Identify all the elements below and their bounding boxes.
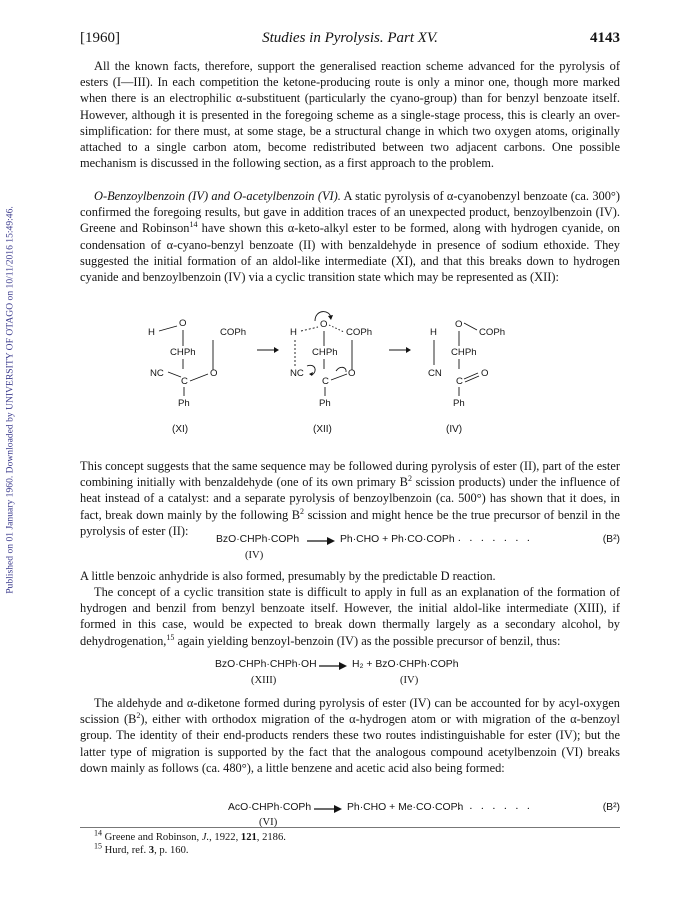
svg-text:CHPh: CHPh [312,347,338,358]
equation-2-label-left: (XIII) [251,675,277,686]
paragraph-2: O-Benzoylbenzoin (IV) and O-acetylbenzoin (VI). A static pyrolysis of α-cyanobenzyl benzoate (ca. 300°) confirmed the foregoing results, but gave in addition traces of an unexpected product, benzoylbenzoin (IV). Greene and Robinson$^{14}$ have shown this α-keto-alkyl ester to be formed, along with hydrogen cyanide, on condensation of α-cyano-benzyl benzoate (II) with benzaldehyde in presence of sodium ethoxide. They suggested the initial formation of an aldol-like intermediate (XI), and that this breaks down to hydrogen cyanide and benzoylbenzoin (IV) via a cyclic transition state which may be represented as (XII): [80,189,620,285]
paragraph-1-block [80,58,620,171]
equation-1-tag: (B²) [602,534,620,545]
svg-text:O: O [210,368,218,379]
svg-text:COPh: COPh [220,327,247,338]
equation-2-label-right: (IV) [400,675,419,686]
page-number: 4143 [590,30,620,46]
svg-text:O: O [179,318,187,329]
equation-1-label: (IV) [245,550,264,561]
section-heading: O-Benzoylbenzoin (IV) and O-acetylbenzoin (VI). [94,189,341,203]
svg-text:H: H [148,327,155,338]
svg-text:H: H [430,327,437,338]
svg-text:C: C [322,376,329,387]
svg-text:O: O [320,319,328,330]
paragraph-5-block [80,584,620,649]
footnote-rule [80,827,620,828]
download-watermark: Published on 01 January 1960. Downloaded by UNIVERSITY OF OTAGO on 10/11/2016 15:49:46. [4,206,16,594]
paragraph-4: A little benzoic anhydride is also formed, presumably by the predictable D reaction. [80,569,496,583]
reaction-arrow-3 [313,804,343,814]
header-title: Studies in Pyrolysis. Part XV. [262,30,438,46]
label-xii: (XII) [313,424,332,435]
svg-text:Ph: Ph [178,398,190,409]
reaction-scheme [150,308,530,438]
header-year: [1960] [80,30,120,46]
reaction-arrow-2 [318,661,348,671]
svg-text:O: O [455,319,463,330]
structure-xi [148,318,246,409]
svg-text:Ph: Ph [319,398,331,409]
paragraph-6: The aldehyde and α-diketone formed during pyrolysis of ester (IV) can be accounted for by acyl-oxygen scission $(B^2)$, either with orthodox migration of the α-hydrogen atom or with migration of the α-benzoyl group. The identity of their end-products renders these two routes indistinguishable for ester (IV); but the latter type of migration is supported by the fact that the analogous compound acetylbenzoin (VI) breaks down mainly as follows (ca. 480°), a little benzene and acetic acid also being formed: [80,696,620,775]
page-header [80,30,620,50]
svg-text:C: C [456,376,463,387]
ref-14: 14 [189,220,198,230]
svg-text:NC: NC [150,368,164,379]
svg-text:Ph: Ph [453,398,465,409]
footnote-15: $^{15}$ Hurd, ref. 3, p. 160. [94,841,189,856]
label-xi: (XI) [172,424,189,435]
equation-3-tag: (B²) [602,802,620,813]
svg-text:NC: NC [290,368,304,379]
svg-text:CHPh: CHPh [451,347,477,358]
svg-text:COPh: COPh [346,327,373,338]
paragraph-3-block [80,458,620,539]
paragraph-6-block [80,695,620,776]
reaction-arrow-1 [306,536,336,546]
structure-iv [428,319,505,409]
svg-text:COPh: COPh [479,327,506,338]
scheme-labels [172,424,462,435]
ref-15: 15 [166,632,175,642]
svg-text:O: O [348,368,356,379]
paragraph-5: The concept of a cyclic transition state is difficult to apply in full as an explanation of the formation of hydrogen and benzil from benzyl benzoate itself. However, the initial aldol-like intermediate (XIII), if formed in this case, would be expected to break down thermally largely as a secondary alcohol, by dehydrogenation,$^{15}$ again yielding benzoyl-benzoin (IV) as the possible precursor of benzil, thus: [80,585,620,648]
paragraph-1: All the known facts, therefore, support the generalised reaction scheme advanced for the pyrolysis of esters (I—III). In each competition the ketone-producing route is only a minor one, though more marked when there is an electrophilic α-substituent (particularly the cyano-group) than for benzyl benzoate itself. However, although it is presented in the foregoing scheme as a single-stage process, this is clearly an over-simplification: for there must, at some stage, be a structural change in which two oxygen atoms, originally attached to a single carbon atom, become redistributed between two adjacent carbons. One possible mechanism is discussed in the following section, as a first approach to the problem. [80,59,620,171]
paragraph-3: This concept suggests that the same sequence may be followed during pyrolysis of ester (II), part of the ester combining initially with benzaldehyde (one of its own primary $B^2$ scission products) under the influence of heat instead of a catalyst: and a separate pyrolysis of benzoylbenzoin (ca. 500°) has shown that it does, in fact, break down mainly by the following $B^2$ scission and might hence be the true precursor of benzil in the pyrolysis of ester (II): [80,459,621,538]
arrow-1 [257,347,279,353]
equation-3-label: (VI) [259,817,278,828]
arrow-2 [389,347,411,353]
svg-text:CHPh: CHPh [170,347,196,358]
svg-text:O: O [481,368,489,379]
footnote-14: $^{14}$ Greene and Robinson, J., 1922, 121, 2186. [94,828,286,843]
svg-text:CN: CN [428,368,442,379]
svg-text:C: C [181,376,188,387]
paragraph-2-block [80,188,620,285]
svg-text:H: H [290,327,297,338]
label-iv: (IV) [446,424,463,435]
structure-xii [290,312,372,409]
paragraph-4-block [80,568,620,584]
